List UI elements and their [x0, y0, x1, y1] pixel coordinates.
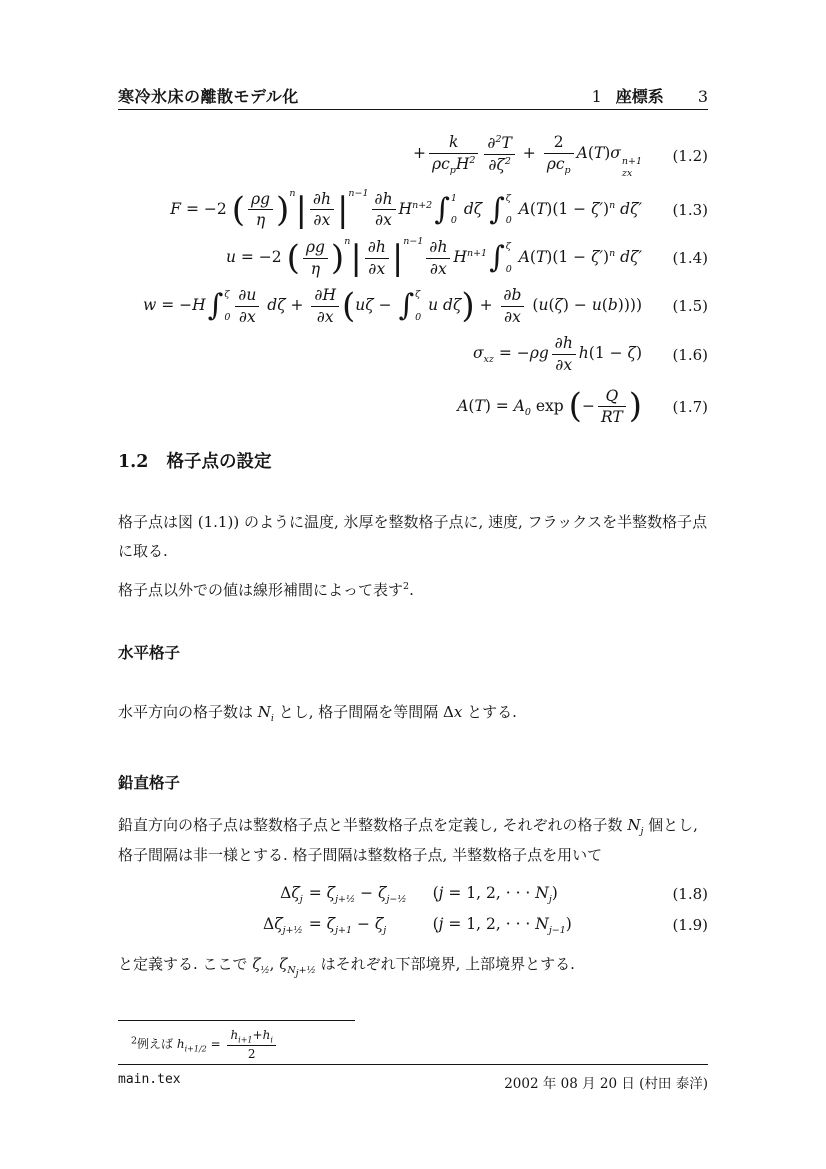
footnote-marker: 2: [403, 581, 410, 592]
paragraph-interpolation-text: 格子点以外での値は線形補間によって表す: [118, 581, 404, 599]
header-right: [592, 84, 708, 107]
equation-1-5: [118, 286, 708, 326]
section-heading: [118, 448, 271, 473]
equation-1-6-number: (1.6): [672, 345, 708, 364]
header-rule: [118, 109, 708, 110]
equation-1-2-body: + k $\rho c_pH^2$ $\frac{\partial^2T}{\partial\zeta^2}$ + 2 $\rho c_p$ A(T)σ n+1 zx: [413, 133, 642, 179]
equation-1-2-number: (1.2): [672, 147, 708, 166]
footnote-body: 例えば $h_{i+1/2}$ = $\frac{h_{i+1}+h_i}{2}$: [137, 1037, 279, 1051]
equation-1-3-number: (1.3): [672, 200, 708, 219]
paragraph-grid-points: 格子点は図 (1.1)) のように温度, 氷厚を整数格子点に, 速度, フラックスを半整数格子点に取る.: [118, 513, 708, 560]
paragraph-vertical-grid: 鉛直方向の格子点は整数格子点と半整数格子点を定義し, それぞれの格子数 $N_j$ 個とし, 格子間隔は非一様とする. 格子間隔は整数格子点, 半整数格子点を用いて: [118, 816, 698, 864]
header-title: 寒冷氷床の離散モデル化: [118, 87, 299, 106]
equation-1-7: [118, 387, 708, 427]
equation-1-4-number: (1.4): [672, 249, 708, 268]
heading-horizontal-grid: 水平格子: [118, 644, 181, 662]
header-page-number: 3: [697, 87, 708, 106]
paragraph-interpolation: [118, 576, 710, 605]
paragraph-horizontal-grid: 水平方向の格子数は $N_i$ とし, 格子間隔を等間隔 Δx とする.: [118, 703, 517, 724]
equation-1-9-condition: (j = 1, 2, · · · $N_{j-1}$): [432, 914, 572, 936]
equation-1-5-body: w = −H ∫ ζ 0 $\frac{\partial u}{\partial x}$ dζ + $\frac{\partial H}{\partial x}$ (uζ − ∫ ζ 0 u dζ) + $\frac{\partial b}{\partial x}$ (u(ζ) − u(b)))): [143, 285, 642, 326]
footer-date: 2002 年 08 月 20 日 (村田 泰洋): [504, 1076, 708, 1092]
equation-1-6: [118, 334, 708, 374]
header-section-title: 座標系: [615, 87, 664, 106]
header-section-number: 1: [591, 87, 602, 106]
equation-1-2: [118, 133, 708, 180]
equation-1-8-number: (1.8): [672, 885, 708, 904]
paragraph-boundary-definition: と定義する. ここで $\zeta_{\frac{1}{2}}$, $\zeta_{N_j+\frac{1}{2}}$ はそれぞれ下部境界, 上部境界とする.: [118, 955, 575, 979]
equation-1-9-lhs: $\Delta\zeta_{j+\frac{1}{2}}$: [263, 914, 303, 936]
heading-vertical-grid: 鉛直格子: [118, 774, 181, 792]
equation-1-7-number: (1.7): [672, 397, 708, 416]
equation-1-8-rhs: = $\zeta_{j+\frac{1}{2}} - \zeta_{j-\frac{1}{2}}$: [308, 884, 407, 906]
equation-1-8-condition: (j = 1, 2, · · · $N_j$): [432, 884, 558, 906]
equation-1-9-number: (1.9): [672, 915, 708, 934]
equation-1-4: [118, 235, 708, 278]
paragraph-interpolation-period: .: [409, 581, 414, 599]
section-number: 1.2: [118, 452, 149, 472]
equation-1-3: [118, 187, 708, 230]
section-title: 格子点の設定: [166, 452, 272, 472]
footnote-number: 2: [131, 1035, 138, 1047]
footer-rule: [118, 1064, 708, 1065]
equation-1-6-body: $\sigma_{xz} = -\rho g$ $\frac{\partial h}{\partial x}$ h(1 − ζ): [472, 334, 642, 374]
equation-1-5-number: (1.5): [672, 297, 708, 316]
equation-pair-1-8-1-9: [118, 884, 708, 935]
footer-filename: main.tex: [118, 1072, 181, 1087]
equation-1-4-body: u = −2 ( $\frac{\rho g}{\eta}$ )$^n$| $\frac{\partial h}{\partial x}$ $|^{n-1}$ $\frac{\partial h}{\partial x}$ $H^{n+1}$ ∫ ζ 0 $A(T)(1 - \zeta')^n$ dζ′: [225, 235, 642, 278]
equation-1-8-lhs: $\Delta\zeta_j$: [280, 884, 303, 906]
equation-1-7-body: $A(T) = A_0$ exp (− $\frac{Q}{RT}$ ): [457, 386, 642, 427]
footnote-rule: [118, 1020, 355, 1021]
equation-1-9-rhs: = $\zeta_{j+1} - \zeta_j$: [308, 914, 387, 936]
header-section: [592, 84, 664, 107]
footnote: [131, 1028, 279, 1062]
equation-1-3-body: F = −2 ( $\frac{\rho g}{\eta}$ )$^n$| $\frac{\partial h}{\partial x}$ $|^{n-1}$ $\frac{\partial h}{\partial x}$ $H^{n+2}$ ∫ 1 0 dζ ∫ ζ 0 $A(T)(1 - \zeta')^n$ dζ′: [170, 187, 642, 230]
equation-block: [118, 133, 708, 427]
